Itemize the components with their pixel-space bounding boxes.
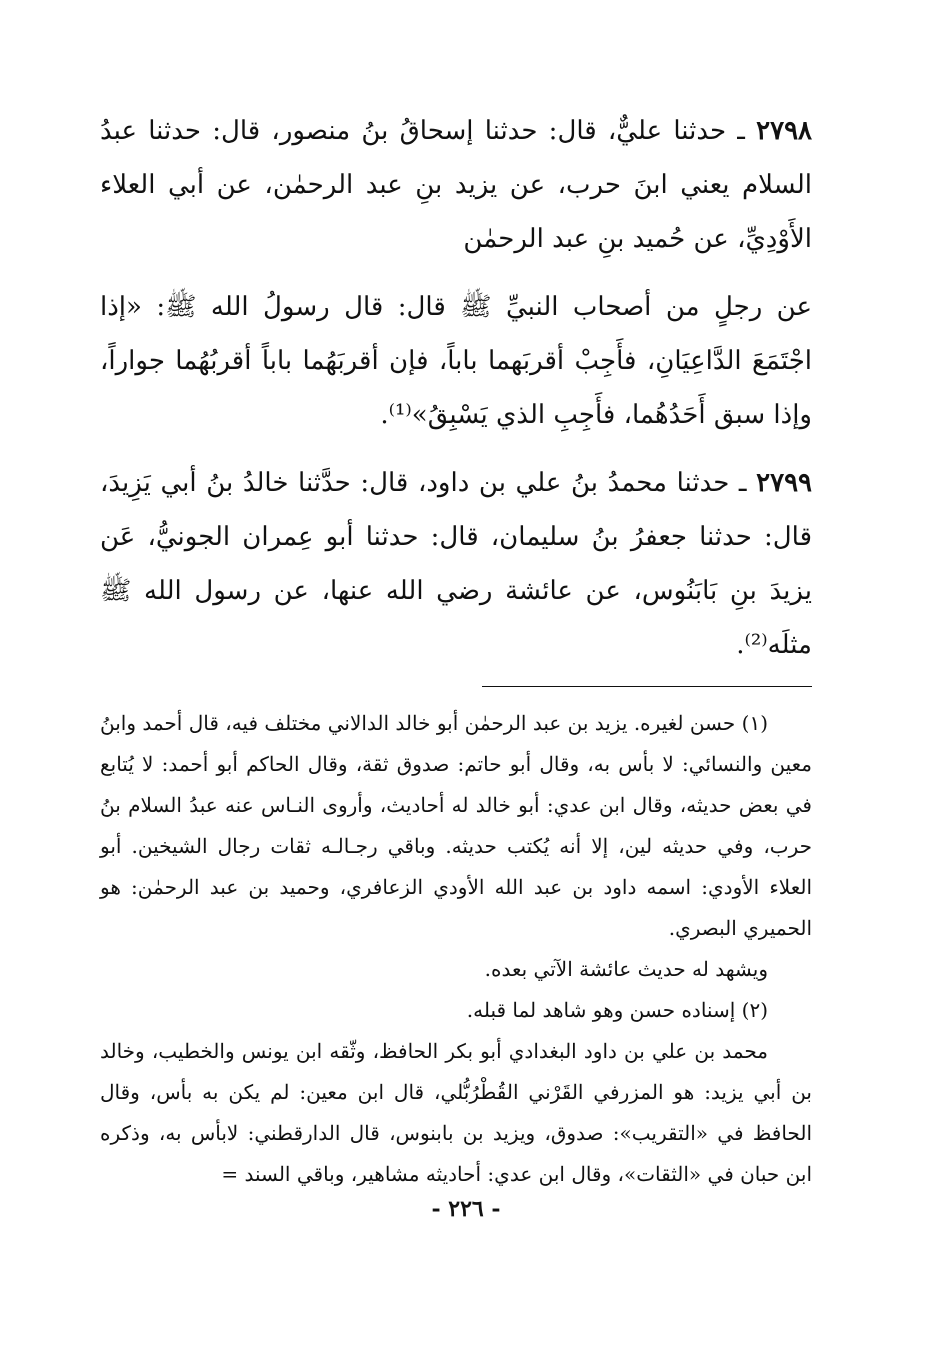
- hadith-isnad-text: ـ حدثنا عليٌّ، قال: حدثنا إسحاقُ بنُ منصور، قال: حدثنا عبدُ السلام يعني ابنَ حرب، عن يزيد بنِ عبد الرحمٰن، عن أبي العلاء الأَوْدِيِّ، عن حُميد بنِ عبد الرحمٰن: [100, 116, 812, 254]
- hadith-2798-isnad: [100, 104, 812, 266]
- footnote-1: (١) حسن لغيره. يزيد بن عبد الرحمٰن أبو خالد الدالاني مختلف فيه، قال أحمد وابنُ معين والنسائي: لا بأس به، وقال أبو حاتم: صدوق ثقة، وقال الحاكم أبو أحمد: لا يُتابع في بعض حديثه، وقال ابن عدي: أبو خالد له أحاديث، وأروى النـاس عنه عبدُ السلام بنُ حرب، وفي حديثه لين، إلا أنه يُكتب حديثه. وباقي رجـالـه ثقات رجال الشيخين. أبو العلاء الأودي: اسمه داود بن عبد الله الأودي الزعافري، وحميد بن عبد الرحمٰن: هو الحميري البصري.: [100, 711, 812, 940]
- footnotes: [100, 703, 812, 1195]
- hadith-number: ٢٧٩٩: [756, 468, 812, 498]
- main-text: [100, 104, 812, 672]
- footnote-separator: [482, 686, 812, 687]
- hadith-number: ٢٧٩٨: [756, 116, 812, 146]
- hadith-2798-matn: عن رجلٍ من أصحاب النبيِّ ﷺ قال: قال رسولُ الله ﷺ: «إذا اجْتَمَعَ الدَّاعِيَانِ، فأَجِبْ أقربَهما باباً، فإن أقربَهُما باباً أقربُهُما جواراً، وإذا سبق أَحَدُهُما، فأَجِبِ الذي يَسْبِقُ»⁽¹⁾.: [100, 292, 812, 430]
- page-number: - ٢٢٦ -: [431, 1196, 501, 1222]
- page-body: [100, 104, 812, 1195]
- footnote-2: (٢) إسناده حسن وهو شاهد لما قبله.: [466, 998, 768, 1022]
- footnote-1-continuation: ويشهد له حديث عائشة الآتي بعده.: [484, 957, 768, 981]
- footnote-2-body: محمد بن علي بن داود البغدادي أبو بكر الحافظ، وثّقه ابن يونس والخطيب، وخالد بن أبي يزيد: هو المزرفي القَرْني القُطْرُبُّلي، قال ابن معين: لم يكن به بأس، وقال الحافظ في «التقريب»: صدوق، ويزيد بن بابنوس، قال الدارقطني: لابأس به، وذكره ابن حبان في «الثقات»، وقال ابن عدي: أحاديثه مشاهير، وباقي السند =: [100, 1039, 812, 1186]
- hadith-2799: [100, 456, 812, 672]
- hadith-text: ـ حدثنا محمدُ بنُ علي بن داود، قال: حدَّثنا خالدُ بنُ أبي يَزِيدَ، قال: حدثنا جعفرُ بنُ سليمان، قال: حدثنا أبو عِمران الجونيُّ، عَن يزيدَ بنِ بَابَنُوس، عن عائشة رضي الله عنها، عن رسول الله ﷺ مثلَه⁽²⁾.: [100, 468, 812, 660]
